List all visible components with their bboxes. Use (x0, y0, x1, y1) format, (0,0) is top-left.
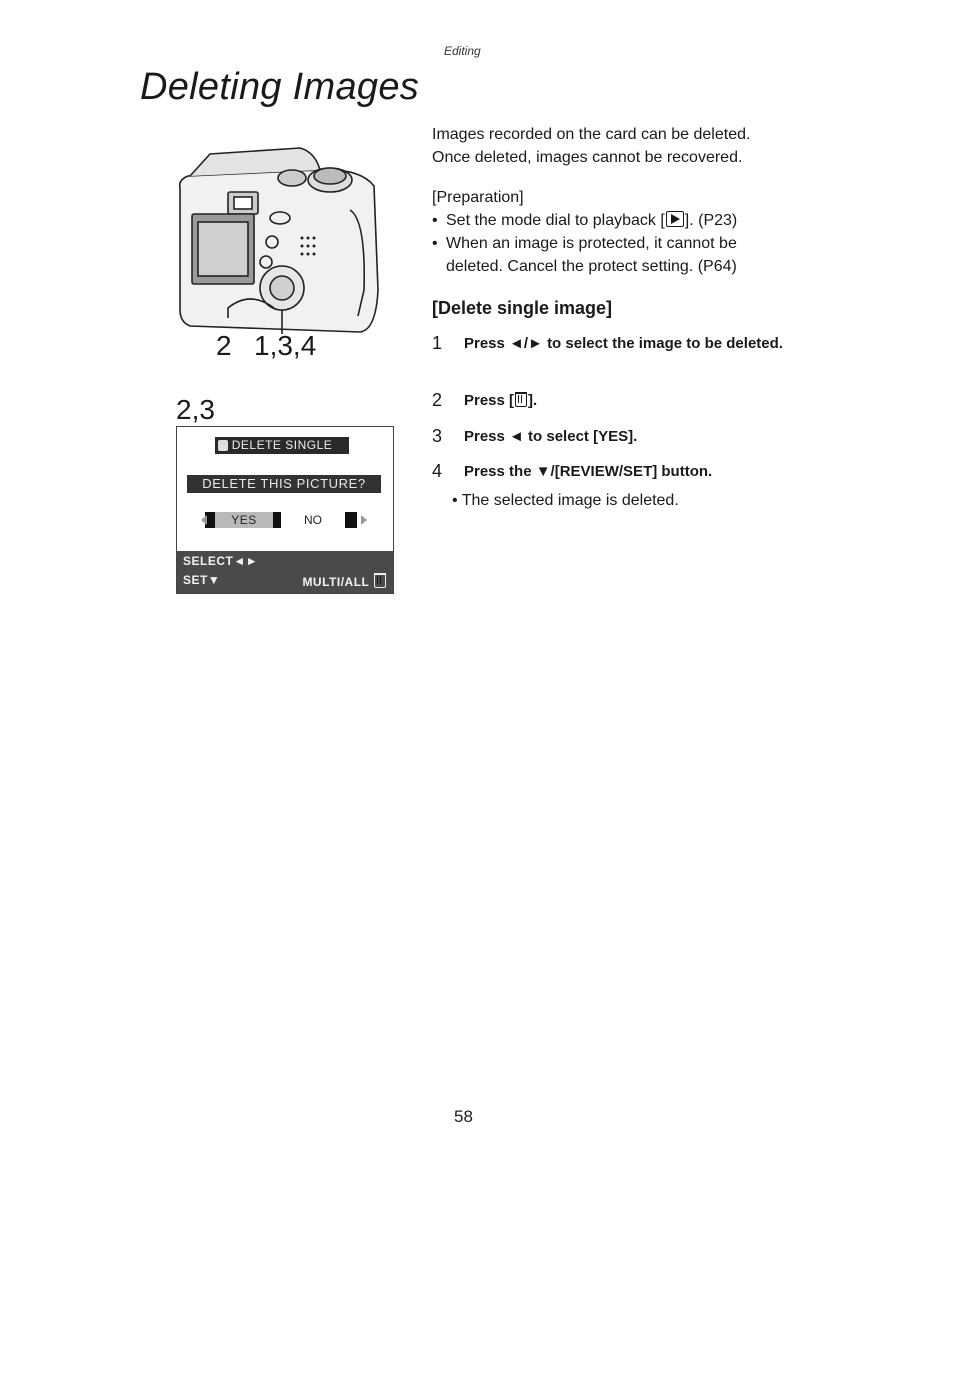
preparation-block (432, 186, 812, 278)
trash-icon (515, 392, 527, 407)
delete-menu-screen (176, 426, 394, 594)
camera-illustration (170, 140, 386, 340)
page-number: 58 (454, 1107, 473, 1126)
intro-text (432, 123, 812, 169)
trash-icon (374, 573, 386, 588)
step-text: Press ◄ to select [YES]. (464, 428, 638, 445)
preparation-item (432, 232, 812, 278)
step-number: 2 (432, 390, 443, 410)
playback-icon (666, 211, 684, 227)
camera-callout-left: 2 (216, 330, 232, 361)
step-number: 3 (432, 426, 443, 446)
select-hint: SELECT◄► (183, 554, 259, 568)
page-title: Deleting Images (140, 66, 420, 108)
multi-all-label: MULTI/ALL (302, 575, 370, 589)
trash-icon (218, 440, 228, 451)
step-text (464, 390, 792, 412)
preparation-heading: [Preparation] (432, 189, 524, 206)
step-note: • The selected image is deleted. (452, 492, 679, 509)
step-text-part: ]. (528, 392, 538, 409)
step-number: 4 (432, 461, 443, 481)
preparation-text: ]. (P23) (684, 212, 738, 229)
no-option: NO (281, 512, 345, 528)
preparation-text: deleted. Cancel the protect setting. (P64) (446, 258, 737, 275)
step-text-part: Press [ (464, 392, 515, 409)
preparation-text: Set the mode dial to playback [ (446, 212, 665, 229)
intro-line: Images recorded on the card can be deleted. (432, 126, 751, 143)
arrow-left-icon (201, 515, 207, 525)
bullet-marker: • (432, 235, 438, 252)
bullet-marker: • (432, 212, 438, 229)
intro-line: Once deleted, images cannot be recovered. (432, 149, 743, 166)
screen-figure-label: 2,3 (176, 394, 215, 425)
section-header: Editing (444, 44, 481, 58)
step-text: Press the ▼/[REVIEW/SET] button. (464, 463, 713, 480)
step-4 (432, 461, 792, 483)
screen-question: DELETE THIS PICTURE? (187, 475, 381, 493)
screen-title-bar (215, 437, 349, 454)
yes-option: YES (215, 512, 273, 528)
preparation-item (432, 209, 812, 232)
step-2 (432, 390, 792, 412)
step-number: 1 (432, 333, 443, 353)
step-1 (432, 333, 792, 355)
step-3 (432, 426, 792, 448)
screen-footer (177, 551, 393, 593)
screen-title: DELETE SINGLE (231, 438, 333, 452)
procedure-heading: [Delete single image] (432, 298, 613, 318)
set-hint: SET▼ (183, 573, 221, 587)
arrow-right-icon (361, 515, 367, 525)
camera-callout-right: 1,3,4 (254, 330, 317, 361)
multi-all-hint (302, 573, 387, 589)
preparation-text: When an image is protected, it cannot be (446, 235, 737, 252)
step-text: Press ◄/► to select the image to be deleted. (464, 335, 783, 352)
